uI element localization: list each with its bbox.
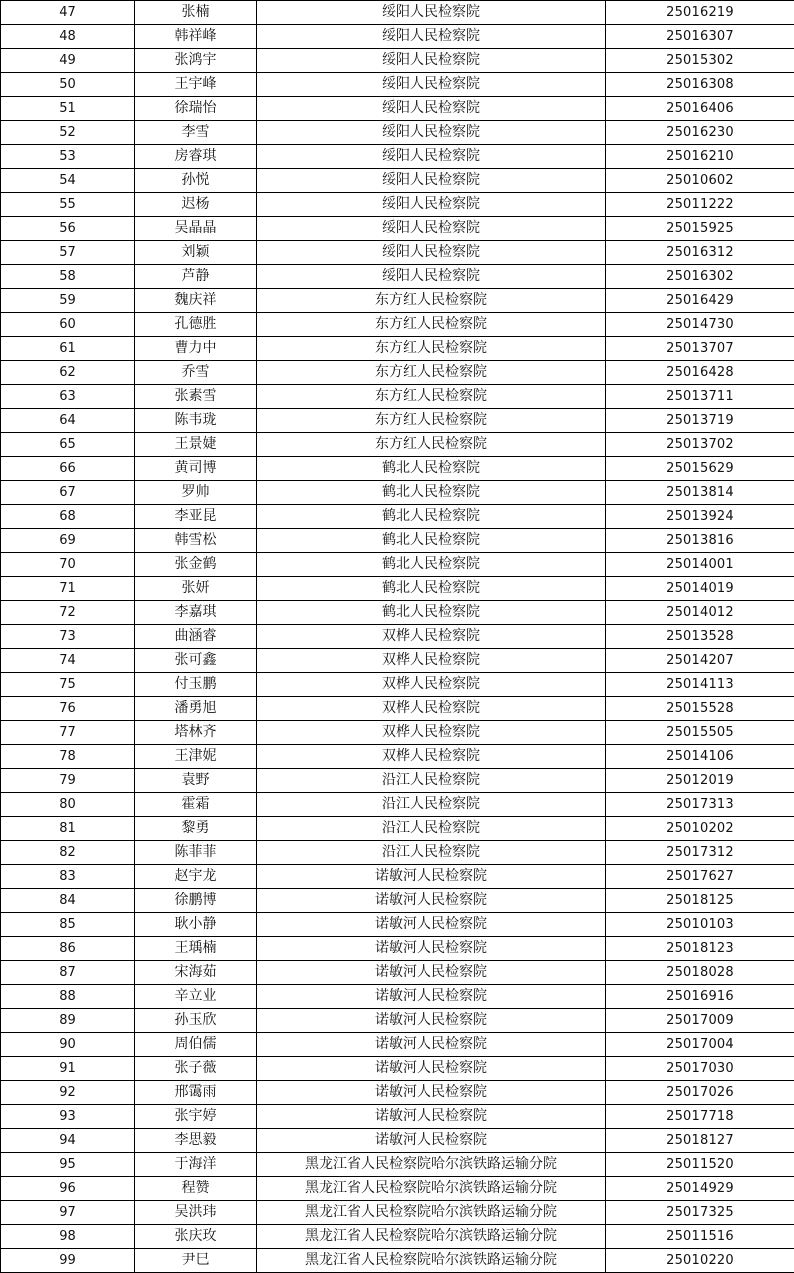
name-cell: 韩雪松 (135, 529, 257, 553)
organization-cell: 诺敏河人民检察院 (257, 889, 606, 913)
exam-number-cell: 25016916 (606, 985, 794, 1009)
organization-cell: 诺敏河人民检察院 (257, 865, 606, 889)
row-number-cell: 77 (1, 721, 135, 745)
name-cell: 尹巳 (135, 1249, 257, 1273)
organization-cell: 绥阳人民检察院 (257, 193, 606, 217)
organization-cell: 双桦人民检察院 (257, 697, 606, 721)
organization-cell: 黑龙江省人民检察院哈尔滨铁路运输分院 (257, 1225, 606, 1249)
exam-number-cell: 25017004 (606, 1033, 794, 1057)
row-number-cell: 91 (1, 1057, 135, 1081)
row-number-cell: 88 (1, 985, 135, 1009)
exam-number-cell: 25016312 (606, 241, 794, 265)
table-row (1, 937, 794, 961)
row-number-cell: 96 (1, 1177, 135, 1201)
table-row (1, 145, 794, 169)
row-number-cell: 73 (1, 625, 135, 649)
row-number-cell: 47 (1, 1, 135, 25)
name-cell: 于海洋 (135, 1153, 257, 1177)
name-cell: 宋海茹 (135, 961, 257, 985)
organization-cell: 绥阳人民检察院 (257, 265, 606, 289)
row-number-cell: 90 (1, 1033, 135, 1057)
exam-number-cell: 25010103 (606, 913, 794, 937)
table-row (1, 1081, 794, 1105)
exam-number-cell: 25016428 (606, 361, 794, 385)
organization-cell: 双桦人民检察院 (257, 745, 606, 769)
name-cell: 张宇婷 (135, 1105, 257, 1129)
table-row (1, 1225, 794, 1249)
exam-number-cell: 25016308 (606, 73, 794, 97)
organization-cell: 东方红人民检察院 (257, 409, 606, 433)
exam-number-cell: 25017627 (606, 865, 794, 889)
table-row (1, 1009, 794, 1033)
organization-cell: 诺敏河人民检察院 (257, 1105, 606, 1129)
table-row (1, 769, 794, 793)
table-row (1, 1129, 794, 1153)
exam-number-cell: 25016406 (606, 97, 794, 121)
organization-cell: 鹤北人民检察院 (257, 601, 606, 625)
organization-cell: 黑龙江省人民检察院哈尔滨铁路运输分院 (257, 1177, 606, 1201)
name-cell: 王瑀楠 (135, 937, 257, 961)
name-cell: 王宇峰 (135, 73, 257, 97)
exam-number-cell: 25018127 (606, 1129, 794, 1153)
organization-cell: 东方红人民检察院 (257, 361, 606, 385)
organization-cell: 双桦人民检察院 (257, 625, 606, 649)
organization-cell: 双桦人民检察院 (257, 673, 606, 697)
organization-cell: 绥阳人民检察院 (257, 121, 606, 145)
name-cell: 黎勇 (135, 817, 257, 841)
name-cell: 黄司博 (135, 457, 257, 481)
name-cell: 李雪 (135, 121, 257, 145)
row-number-cell: 95 (1, 1153, 135, 1177)
exam-number-cell: 25013814 (606, 481, 794, 505)
table-row (1, 457, 794, 481)
name-cell: 芦静 (135, 265, 257, 289)
table-row (1, 73, 794, 97)
organization-cell: 鹤北人民检察院 (257, 553, 606, 577)
row-number-cell: 60 (1, 313, 135, 337)
table-row (1, 889, 794, 913)
row-number-cell: 74 (1, 649, 135, 673)
name-cell: 韩祥峰 (135, 25, 257, 49)
row-number-cell: 69 (1, 529, 135, 553)
exam-number-cell: 25018123 (606, 937, 794, 961)
row-number-cell: 52 (1, 121, 135, 145)
table-row (1, 913, 794, 937)
name-cell: 乔雪 (135, 361, 257, 385)
row-number-cell: 75 (1, 673, 135, 697)
table-row (1, 1153, 794, 1177)
organization-cell: 沿江人民检察院 (257, 769, 606, 793)
row-number-cell: 53 (1, 145, 135, 169)
table-row (1, 1105, 794, 1129)
exam-number-cell: 25017312 (606, 841, 794, 865)
organization-cell: 绥阳人民检察院 (257, 145, 606, 169)
row-number-cell: 70 (1, 553, 135, 577)
table-row (1, 361, 794, 385)
row-number-cell: 98 (1, 1225, 135, 1249)
exam-number-cell: 25015302 (606, 49, 794, 73)
organization-cell: 绥阳人民检察院 (257, 49, 606, 73)
organization-cell: 东方红人民检察院 (257, 313, 606, 337)
table-row (1, 961, 794, 985)
name-cell: 赵宇龙 (135, 865, 257, 889)
organization-cell: 绥阳人民检察院 (257, 25, 606, 49)
table-row (1, 673, 794, 697)
name-cell: 罗帅 (135, 481, 257, 505)
row-number-cell: 86 (1, 937, 135, 961)
exam-number-cell: 25014730 (606, 313, 794, 337)
exam-number-cell: 25017325 (606, 1201, 794, 1225)
exam-number-cell: 25015629 (606, 457, 794, 481)
row-number-cell: 94 (1, 1129, 135, 1153)
exam-number-cell: 25013702 (606, 433, 794, 457)
exam-number-cell: 25014001 (606, 553, 794, 577)
organization-cell: 诺敏河人民检察院 (257, 1057, 606, 1081)
organization-cell: 沿江人民检察院 (257, 817, 606, 841)
name-cell: 吴洪玮 (135, 1201, 257, 1225)
organization-cell: 绥阳人民检察院 (257, 241, 606, 265)
exam-number-cell: 25016429 (606, 289, 794, 313)
organization-cell: 鹤北人民检察院 (257, 481, 606, 505)
row-number-cell: 56 (1, 217, 135, 241)
row-number-cell: 58 (1, 265, 135, 289)
organization-cell: 绥阳人民检察院 (257, 97, 606, 121)
name-cell: 王景婕 (135, 433, 257, 457)
table-row (1, 217, 794, 241)
table-row (1, 433, 794, 457)
row-number-cell: 54 (1, 169, 135, 193)
exam-number-cell: 25017313 (606, 793, 794, 817)
table-row (1, 697, 794, 721)
name-cell: 房睿琪 (135, 145, 257, 169)
organization-cell: 诺敏河人民检察院 (257, 937, 606, 961)
row-number-cell: 57 (1, 241, 135, 265)
organization-cell: 鹤北人民检察院 (257, 505, 606, 529)
row-number-cell: 48 (1, 25, 135, 49)
exam-number-cell: 25010220 (606, 1249, 794, 1273)
organization-cell: 绥阳人民检察院 (257, 169, 606, 193)
organization-cell: 东方红人民检察院 (257, 433, 606, 457)
organization-cell: 黑龙江省人民检察院哈尔滨铁路运输分院 (257, 1249, 606, 1273)
organization-cell: 诺敏河人民检察院 (257, 1129, 606, 1153)
exam-number-cell: 25014012 (606, 601, 794, 625)
table-row (1, 25, 794, 49)
table-row (1, 121, 794, 145)
table-row (1, 265, 794, 289)
name-cell: 曹力中 (135, 337, 257, 361)
exam-number-cell: 25015528 (606, 697, 794, 721)
row-number-cell: 61 (1, 337, 135, 361)
exam-number-cell: 25013528 (606, 625, 794, 649)
row-number-cell: 63 (1, 385, 135, 409)
name-cell: 刘颖 (135, 241, 257, 265)
exam-number-cell: 25014113 (606, 673, 794, 697)
name-cell: 霍霜 (135, 793, 257, 817)
table-row (1, 553, 794, 577)
table-row (1, 313, 794, 337)
organization-cell: 东方红人民检察院 (257, 337, 606, 361)
name-cell: 孙玉欣 (135, 1009, 257, 1033)
organization-cell: 诺敏河人民检察院 (257, 1081, 606, 1105)
organization-cell: 黑龙江省人民检察院哈尔滨铁路运输分院 (257, 1153, 606, 1177)
organization-cell: 诺敏河人民检察院 (257, 1009, 606, 1033)
table-row (1, 241, 794, 265)
name-cell: 周伯儒 (135, 1033, 257, 1057)
row-number-cell: 65 (1, 433, 135, 457)
organization-cell: 东方红人民检察院 (257, 289, 606, 313)
row-number-cell: 89 (1, 1009, 135, 1033)
table-row (1, 865, 794, 889)
row-number-cell: 67 (1, 481, 135, 505)
exam-number-cell: 25013816 (606, 529, 794, 553)
row-number-cell: 78 (1, 745, 135, 769)
organization-cell: 双桦人民检察院 (257, 649, 606, 673)
organization-cell: 鹤北人民检察院 (257, 457, 606, 481)
row-number-cell: 80 (1, 793, 135, 817)
exam-number-cell: 25018125 (606, 889, 794, 913)
table-row (1, 817, 794, 841)
organization-cell: 鹤北人民检察院 (257, 529, 606, 553)
row-number-cell: 55 (1, 193, 135, 217)
exam-number-cell: 25013719 (606, 409, 794, 433)
table-row (1, 1033, 794, 1057)
row-number-cell: 64 (1, 409, 135, 433)
table-row (1, 793, 794, 817)
table-row (1, 1, 794, 25)
row-number-cell: 83 (1, 865, 135, 889)
row-number-cell: 84 (1, 889, 135, 913)
exam-number-cell: 25014929 (606, 1177, 794, 1201)
name-cell: 孙悦 (135, 169, 257, 193)
row-number-cell: 79 (1, 769, 135, 793)
name-cell: 张金鹤 (135, 553, 257, 577)
row-number-cell: 92 (1, 1081, 135, 1105)
organization-cell: 双桦人民检察院 (257, 721, 606, 745)
row-number-cell: 71 (1, 577, 135, 601)
table-row (1, 505, 794, 529)
name-cell: 潘勇旭 (135, 697, 257, 721)
exam-number-cell: 25014106 (606, 745, 794, 769)
row-number-cell: 93 (1, 1105, 135, 1129)
table-row (1, 577, 794, 601)
name-cell: 李亚昆 (135, 505, 257, 529)
name-cell: 塔林齐 (135, 721, 257, 745)
name-cell: 张可鑫 (135, 649, 257, 673)
name-cell: 程赞 (135, 1177, 257, 1201)
table-row (1, 289, 794, 313)
row-number-cell: 49 (1, 49, 135, 73)
row-number-cell: 99 (1, 1249, 135, 1273)
row-number-cell: 76 (1, 697, 135, 721)
table-row (1, 49, 794, 73)
exam-number-cell: 25013924 (606, 505, 794, 529)
name-cell: 张子薇 (135, 1057, 257, 1081)
row-number-cell: 51 (1, 97, 135, 121)
exam-number-cell: 25010202 (606, 817, 794, 841)
exam-number-cell: 25016210 (606, 145, 794, 169)
organization-cell: 东方红人民检察院 (257, 385, 606, 409)
name-cell: 辛立业 (135, 985, 257, 1009)
exam-number-cell: 25013707 (606, 337, 794, 361)
table-row (1, 1177, 794, 1201)
exam-number-cell: 25016230 (606, 121, 794, 145)
row-number-cell: 82 (1, 841, 135, 865)
table-row (1, 481, 794, 505)
table-row (1, 337, 794, 361)
name-cell: 张素雪 (135, 385, 257, 409)
exam-number-cell: 25013711 (606, 385, 794, 409)
row-number-cell: 59 (1, 289, 135, 313)
exam-number-cell: 25015505 (606, 721, 794, 745)
table-row (1, 601, 794, 625)
name-cell: 付玉鹏 (135, 673, 257, 697)
name-cell: 徐鹏博 (135, 889, 257, 913)
table-row (1, 985, 794, 1009)
table-row (1, 745, 794, 769)
organization-cell: 绥阳人民检察院 (257, 73, 606, 97)
exam-number-cell: 25015925 (606, 217, 794, 241)
name-cell: 张楠 (135, 1, 257, 25)
row-number-cell: 72 (1, 601, 135, 625)
name-cell: 孔德胜 (135, 313, 257, 337)
table-row (1, 385, 794, 409)
table-row (1, 1249, 794, 1273)
table-row (1, 1201, 794, 1225)
table-row (1, 193, 794, 217)
row-number-cell: 62 (1, 361, 135, 385)
organization-cell: 诺敏河人民检察院 (257, 1033, 606, 1057)
exam-number-cell: 25016302 (606, 265, 794, 289)
name-cell: 曲涵睿 (135, 625, 257, 649)
row-number-cell: 50 (1, 73, 135, 97)
organization-cell: 沿江人民检察院 (257, 793, 606, 817)
organization-cell: 诺敏河人民检察院 (257, 985, 606, 1009)
name-cell: 张庆玫 (135, 1225, 257, 1249)
organization-cell: 沿江人民检察院 (257, 841, 606, 865)
name-cell: 魏庆祥 (135, 289, 257, 313)
name-cell: 李思毅 (135, 1129, 257, 1153)
exam-number-cell: 25016219 (606, 1, 794, 25)
exam-number-cell: 25014207 (606, 649, 794, 673)
exam-number-cell: 25017718 (606, 1105, 794, 1129)
exam-number-cell: 25014019 (606, 577, 794, 601)
exam-number-cell: 25012019 (606, 769, 794, 793)
table-row (1, 529, 794, 553)
table-row (1, 1057, 794, 1081)
table-row (1, 97, 794, 121)
table-row (1, 649, 794, 673)
table-row (1, 625, 794, 649)
name-cell: 陈菲菲 (135, 841, 257, 865)
exam-number-cell: 25017030 (606, 1057, 794, 1081)
row-number-cell: 66 (1, 457, 135, 481)
organization-cell: 绥阳人民检察院 (257, 1, 606, 25)
name-cell: 张鸿宇 (135, 49, 257, 73)
exam-number-cell: 25011520 (606, 1153, 794, 1177)
name-cell: 陈韦珑 (135, 409, 257, 433)
name-cell: 李嘉琪 (135, 601, 257, 625)
exam-number-cell: 25017009 (606, 1009, 794, 1033)
exam-number-cell: 25010602 (606, 169, 794, 193)
name-cell: 迟杨 (135, 193, 257, 217)
name-cell: 袁野 (135, 769, 257, 793)
exam-number-cell: 25011516 (606, 1225, 794, 1249)
name-cell: 张妍 (135, 577, 257, 601)
exam-number-cell: 25016307 (606, 25, 794, 49)
table-row (1, 169, 794, 193)
table-row (1, 721, 794, 745)
name-cell: 徐瑞怡 (135, 97, 257, 121)
row-number-cell: 81 (1, 817, 135, 841)
exam-number-cell: 25017026 (606, 1081, 794, 1105)
row-number-cell: 85 (1, 913, 135, 937)
row-number-cell: 97 (1, 1201, 135, 1225)
table-row (1, 841, 794, 865)
organization-cell: 黑龙江省人民检察院哈尔滨铁路运输分院 (257, 1201, 606, 1225)
row-number-cell: 68 (1, 505, 135, 529)
exam-number-cell: 25018028 (606, 961, 794, 985)
name-cell: 耿小静 (135, 913, 257, 937)
organization-cell: 诺敏河人民检察院 (257, 961, 606, 985)
name-cell: 吴晶晶 (135, 217, 257, 241)
name-cell: 王津妮 (135, 745, 257, 769)
organization-cell: 绥阳人民检察院 (257, 217, 606, 241)
row-number-cell: 87 (1, 961, 135, 985)
name-cell: 邢霭雨 (135, 1081, 257, 1105)
exam-number-cell: 25011222 (606, 193, 794, 217)
roster-body (1, 1, 794, 1273)
organization-cell: 诺敏河人民检察院 (257, 913, 606, 937)
organization-cell: 鹤北人民检察院 (257, 577, 606, 601)
table-row (1, 409, 794, 433)
